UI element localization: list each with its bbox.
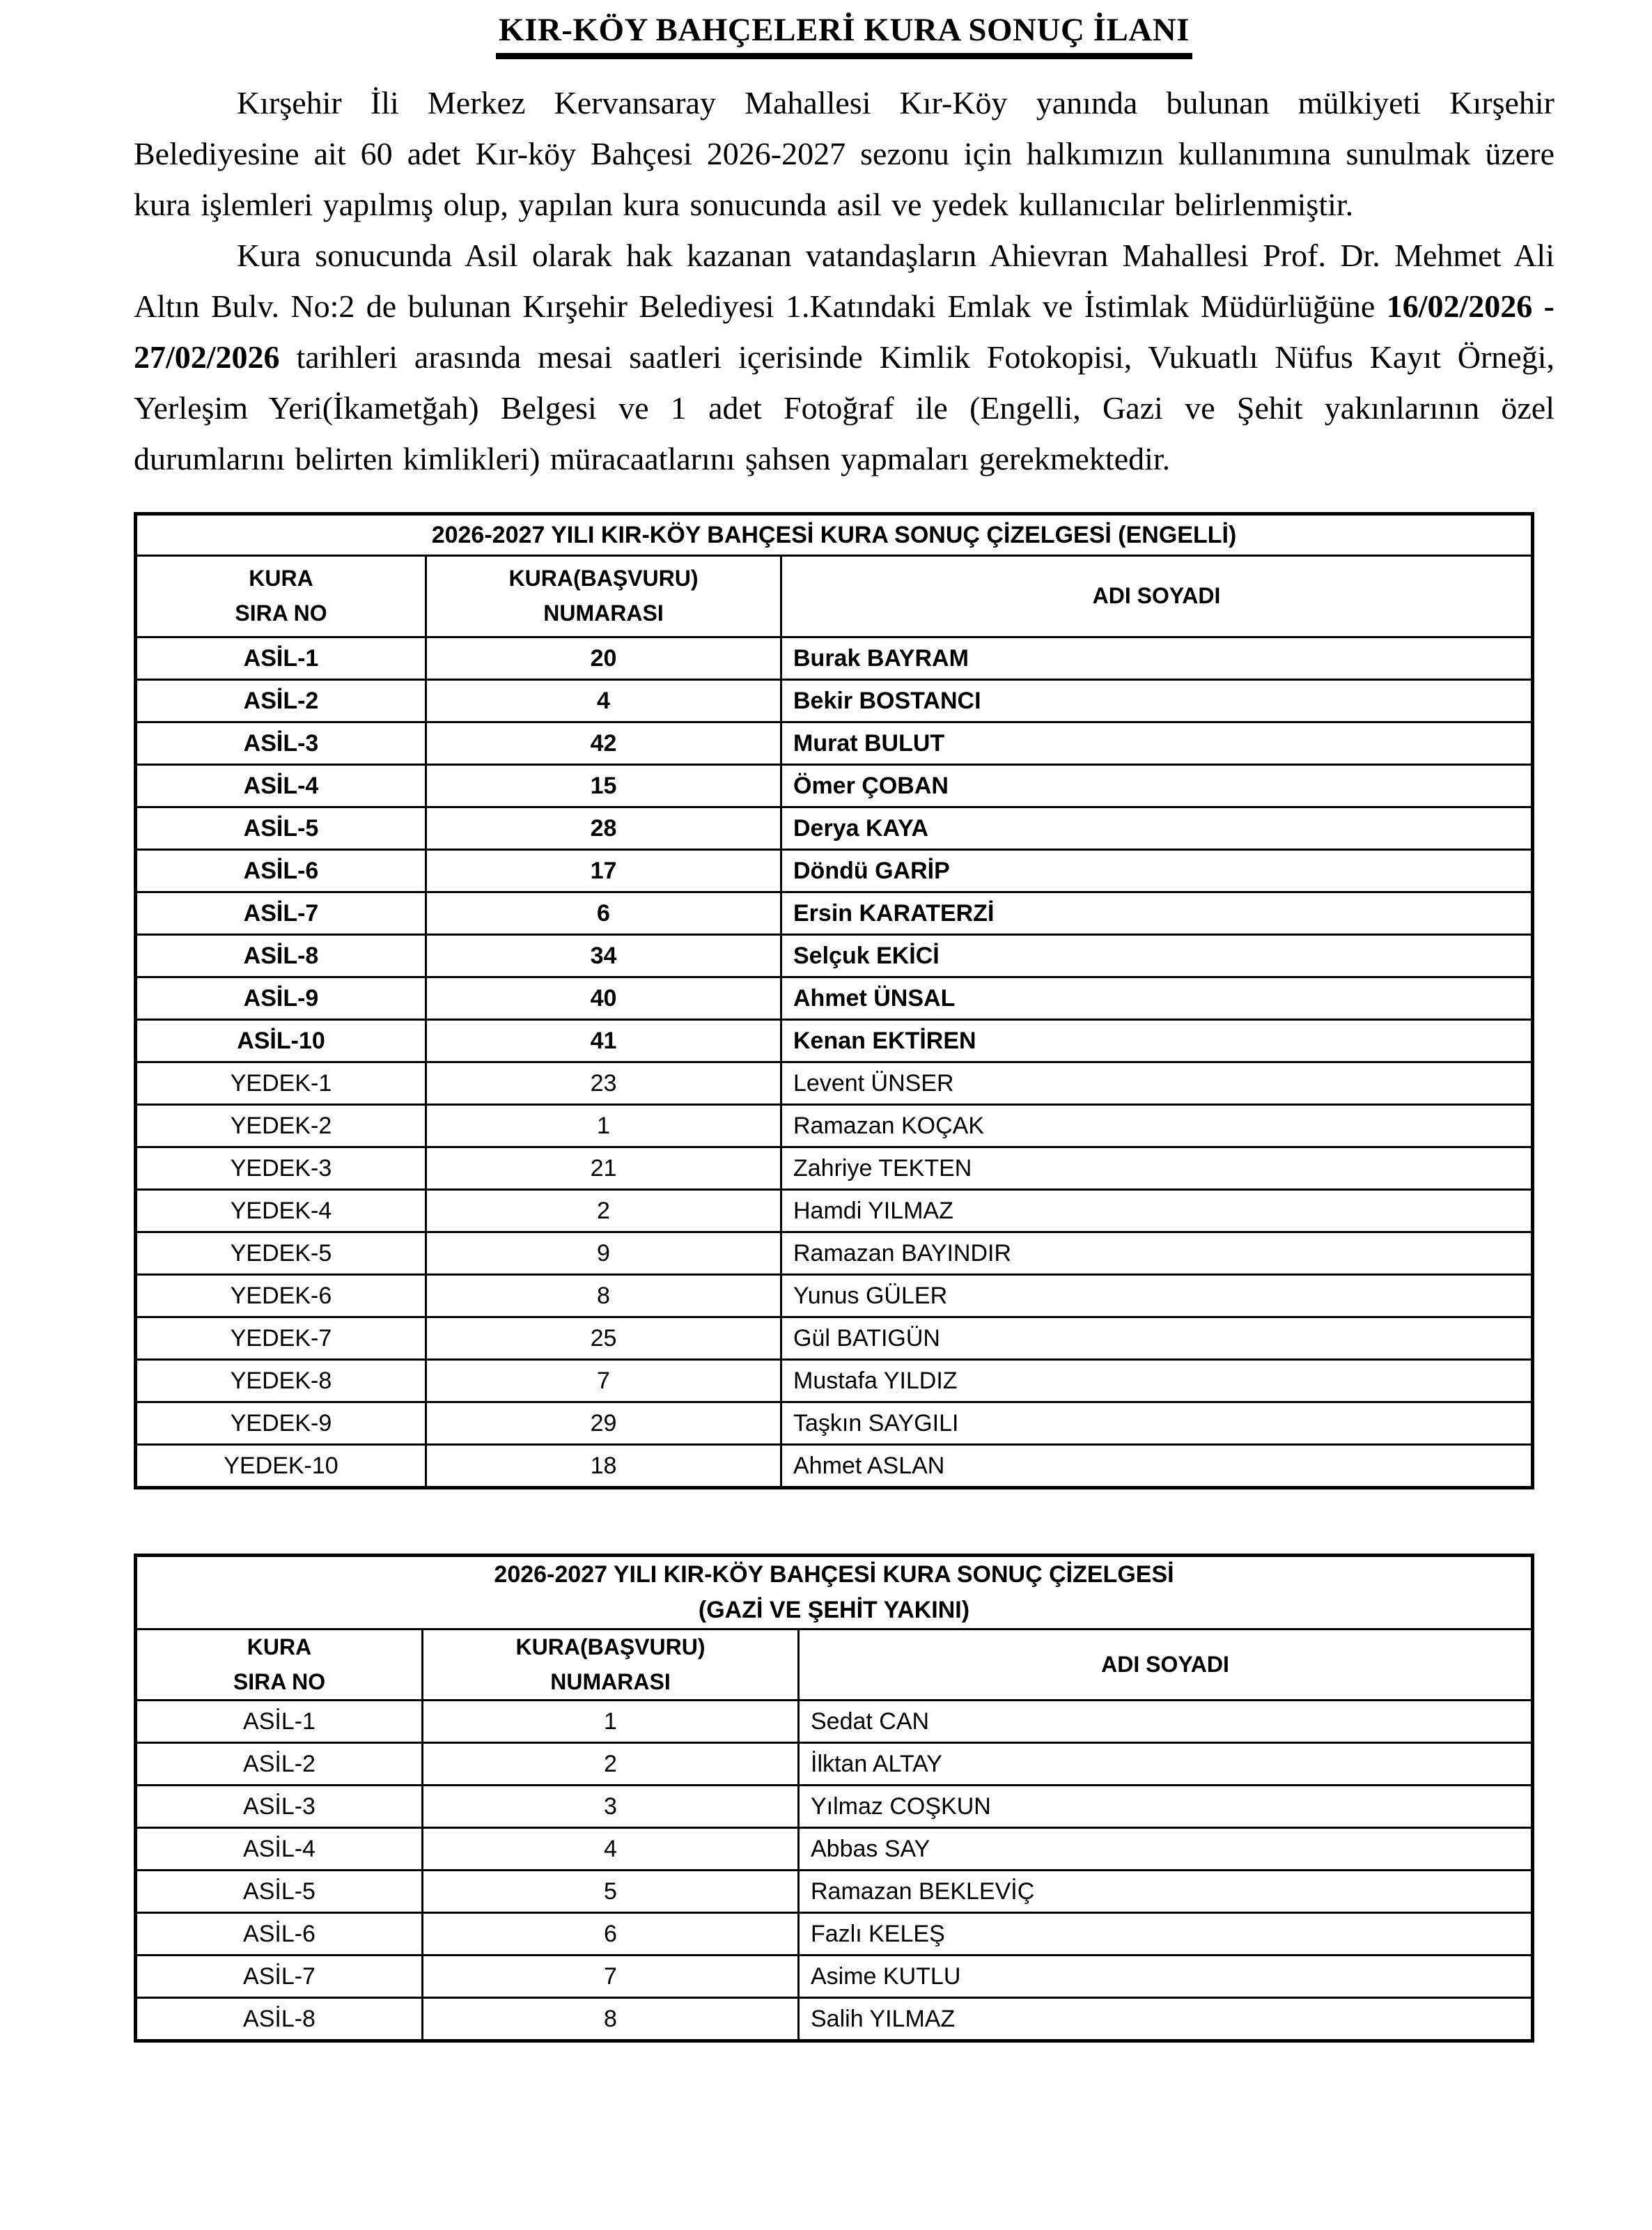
cell-kura-sira-no: ASİL-8 xyxy=(136,935,426,977)
table-row xyxy=(136,1402,1533,1445)
page-title-text: KIR-KÖY BAHÇELERİ KURA SONUÇ İLANI xyxy=(496,11,1192,59)
cell-adi-soyadi: İlktan ALTAY xyxy=(799,1743,1533,1786)
table-title-row xyxy=(136,514,1533,556)
table-row xyxy=(136,892,1533,935)
cell-kura-sira-no: ASİL-2 xyxy=(136,1743,423,1786)
cell-kura-sira-no: YEDEK-8 xyxy=(136,1360,426,1402)
application-paragraph-before: Kura sonucunda Asil olarak hak kazanan vatandaşların Ahievran Mahallesi Prof. Dr. Mehmet Ali Altın Bulv. No:2 de bulunan Kırşehir Belediyesi 1.Katındaki Emlak ve İstimlak Müdürlüğüne xyxy=(134,238,1554,324)
cell-adi-soyadi: Ramazan KOÇAK xyxy=(781,1105,1533,1147)
table-engelli xyxy=(134,512,1534,1489)
cell-kura-sira-no: ASİL-6 xyxy=(136,1913,423,1956)
cell-kura-numarasi: 28 xyxy=(426,807,781,850)
table-row xyxy=(136,1020,1533,1062)
cell-kura-sira-no: YEDEK-2 xyxy=(136,1105,426,1147)
table-title: 2026-2027 YILI KIR-KÖY BAHÇESİ KURA SONUÇ ÇİZELGESİ (ENGELLİ) xyxy=(136,514,1533,556)
table-gazi-sehit-body xyxy=(136,1701,1533,2041)
cell-kura-numarasi: 42 xyxy=(426,722,781,765)
cell-adi-soyadi: Taşkın SAYGILI xyxy=(781,1402,1533,1445)
table-row xyxy=(136,1317,1533,1360)
cell-adi-soyadi: Ömer ÇOBAN xyxy=(781,765,1533,807)
table-title: 2026-2027 YILI KIR-KÖY BAHÇESİ KURA SONUÇ ÇİZELGESİ (GAZİ VE ŞEHİT YAKINI) xyxy=(136,1556,1533,1629)
header-kura-basvuru-numarasi: KURA(BAŞVURU) NUMARASI xyxy=(426,556,781,637)
cell-kura-sira-no: YEDEK-3 xyxy=(136,1147,426,1190)
cell-kura-numarasi: 6 xyxy=(423,1913,799,1956)
cell-adi-soyadi: Asime KUTLU xyxy=(799,1956,1533,1998)
cell-adi-soyadi: Ramazan BEKLEVİÇ xyxy=(799,1871,1533,1913)
table-row xyxy=(136,722,1533,765)
cell-kura-numarasi: 40 xyxy=(426,977,781,1020)
table-gazi-sehit xyxy=(134,1554,1534,2043)
cell-kura-numarasi: 41 xyxy=(426,1020,781,1062)
cell-adi-soyadi: Hamdi YILMAZ xyxy=(781,1190,1533,1232)
cell-adi-soyadi: Bekir BOSTANCI xyxy=(781,680,1533,722)
cell-kura-numarasi: 7 xyxy=(423,1956,799,1998)
cell-kura-sira-no: YEDEK-4 xyxy=(136,1190,426,1232)
cell-adi-soyadi: Salih YILMAZ xyxy=(799,1998,1533,2041)
cell-kura-sira-no: YEDEK-5 xyxy=(136,1232,426,1275)
cell-kura-numarasi: 1 xyxy=(426,1105,781,1147)
application-date-range: 16/02/2026 - 27/02/2026 xyxy=(134,288,1554,375)
cell-kura-sira-no: ASİL-5 xyxy=(136,807,426,850)
table-engelli-head xyxy=(136,514,1533,637)
table-row xyxy=(136,680,1533,722)
table-row xyxy=(136,1232,1533,1275)
cell-kura-sira-no: ASİL-1 xyxy=(136,637,426,680)
cell-kura-numarasi: 5 xyxy=(423,1871,799,1913)
cell-adi-soyadi: Murat BULUT xyxy=(781,722,1533,765)
cell-kura-numarasi: 7 xyxy=(426,1360,781,1402)
cell-kura-numarasi: 6 xyxy=(426,892,781,935)
table-engelli-body xyxy=(136,637,1533,1488)
cell-adi-soyadi: Gül BATIGÜN xyxy=(781,1317,1533,1360)
cell-kura-numarasi: 29 xyxy=(426,1402,781,1445)
cell-kura-sira-no: ASİL-5 xyxy=(136,1871,423,1913)
cell-kura-numarasi: 15 xyxy=(426,765,781,807)
cell-kura-sira-no: ASİL-7 xyxy=(136,1956,423,1998)
cell-kura-sira-no: YEDEK-10 xyxy=(136,1445,426,1488)
header-adi-soyadi: ADI SOYADI xyxy=(799,1629,1533,1701)
header-kura-sira-no: KURA SIRA NO xyxy=(136,556,426,637)
cell-adi-soyadi: Yunus GÜLER xyxy=(781,1275,1533,1317)
cell-adi-soyadi: Sedat CAN xyxy=(799,1701,1533,1743)
header-adi-soyadi: ADI SOYADI xyxy=(781,556,1533,637)
cell-adi-soyadi: Burak BAYRAM xyxy=(781,637,1533,680)
cell-kura-numarasi: 17 xyxy=(426,850,781,892)
cell-adi-soyadi: Zahriye TEKTEN xyxy=(781,1147,1533,1190)
cell-kura-sira-no: ASİL-3 xyxy=(136,1786,423,1828)
table-row xyxy=(136,935,1533,977)
table-row xyxy=(136,1147,1533,1190)
cell-adi-soyadi: Derya KAYA xyxy=(781,807,1533,850)
cell-kura-sira-no: ASİL-4 xyxy=(136,765,426,807)
table-title-row xyxy=(136,1556,1533,1629)
table-row xyxy=(136,1828,1533,1871)
table-row xyxy=(136,1701,1533,1743)
cell-kura-numarasi: 8 xyxy=(426,1275,781,1317)
table-row xyxy=(136,1360,1533,1402)
cell-kura-sira-no: YEDEK-1 xyxy=(136,1062,426,1105)
cell-kura-sira-no: YEDEK-7 xyxy=(136,1317,426,1360)
cell-adi-soyadi: Selçuk EKİCİ xyxy=(781,935,1533,977)
cell-kura-numarasi: 1 xyxy=(423,1701,799,1743)
cell-kura-sira-no: ASİL-9 xyxy=(136,977,426,1020)
cell-kura-sira-no: YEDEK-6 xyxy=(136,1275,426,1317)
cell-adi-soyadi: Kenan EKTİREN xyxy=(781,1020,1533,1062)
table-row xyxy=(136,807,1533,850)
cell-adi-soyadi: Ahmet ÜNSAL xyxy=(781,977,1533,1020)
cell-adi-soyadi: Fazlı KELEŞ xyxy=(799,1913,1533,1956)
cell-adi-soyadi: Mustafa YILDIZ xyxy=(781,1360,1533,1402)
cell-kura-numarasi: 20 xyxy=(426,637,781,680)
table-header-row xyxy=(136,1629,1533,1701)
cell-kura-numarasi: 2 xyxy=(426,1190,781,1232)
table-row xyxy=(136,1913,1533,1956)
application-paragraph xyxy=(134,230,1554,484)
cell-kura-numarasi: 34 xyxy=(426,935,781,977)
page-title xyxy=(134,11,1554,59)
cell-kura-numarasi: 2 xyxy=(423,1743,799,1786)
cell-adi-soyadi: Levent ÜNSER xyxy=(781,1062,1533,1105)
cell-kura-numarasi: 4 xyxy=(426,680,781,722)
cell-kura-sira-no: ASİL-3 xyxy=(136,722,426,765)
header-kura-sira-no: KURA SIRA NO xyxy=(136,1629,423,1701)
table-row xyxy=(136,1275,1533,1317)
table-row xyxy=(136,765,1533,807)
cell-adi-soyadi: Yılmaz COŞKUN xyxy=(799,1786,1533,1828)
cell-kura-sira-no: ASİL-4 xyxy=(136,1828,423,1871)
table-row xyxy=(136,1786,1533,1828)
cell-kura-numarasi: 23 xyxy=(426,1062,781,1105)
table-row xyxy=(136,637,1533,680)
cell-kura-numarasi: 21 xyxy=(426,1147,781,1190)
intro-paragraph: Kırşehir İli Merkez Kervansaray Mahallesi Kır-Köy yanında bulunan mülkiyeti Kırşehir Belediyesine ait 60 adet Kır-köy Bahçesi 2026-2027 sezonu için halkımızın kullanımına sunulmak üzere kura işlemleri yapılmış olup, yapılan kura sonucunda asil ve yedek kullanıcılar belirlenmiştir. xyxy=(134,85,1554,222)
cell-kura-numarasi: 18 xyxy=(426,1445,781,1488)
cell-adi-soyadi: Ersin KARATERZİ xyxy=(781,892,1533,935)
cell-kura-numarasi: 3 xyxy=(423,1786,799,1828)
table-row xyxy=(136,1743,1533,1786)
cell-kura-sira-no: YEDEK-9 xyxy=(136,1402,426,1445)
table-row xyxy=(136,1871,1533,1913)
header-kura-basvuru-numarasi: KURA(BAŞVURU) NUMARASI xyxy=(423,1629,799,1701)
table-row xyxy=(136,1062,1533,1105)
table-row xyxy=(136,977,1533,1020)
table-gazi-sehit-head xyxy=(136,1556,1533,1701)
table-row xyxy=(136,1105,1533,1147)
cell-adi-soyadi: Abbas SAY xyxy=(799,1828,1533,1871)
cell-adi-soyadi: Ahmet ASLAN xyxy=(781,1445,1533,1488)
cell-kura-sira-no: ASİL-6 xyxy=(136,850,426,892)
table-header-row xyxy=(136,556,1533,637)
table-row xyxy=(136,850,1533,892)
application-paragraph-after: tarihleri arasında mesai saatleri içerisinde Kimlik Fotokopisi, Vukuatlı Nüfus Kayıt Örneği, Yerleşim Yeri(İkametğah) Belgesi ve 1 adet Fotoğraf ile (Engelli, Gazi ve Şehit yakınlarının özel durumlarını belirten kimlikleri) müracaatlarını şahsen yapmaları gerekmektedir. xyxy=(134,339,1554,477)
table-row xyxy=(136,1445,1533,1488)
cell-kura-sira-no: ASİL-2 xyxy=(136,680,426,722)
cell-kura-sira-no: ASİL-8 xyxy=(136,1998,423,2041)
table-row xyxy=(136,1956,1533,1998)
cell-kura-numarasi: 8 xyxy=(423,1998,799,2041)
cell-kura-sira-no: ASİL-10 xyxy=(136,1020,426,1062)
cell-kura-numarasi: 9 xyxy=(426,1232,781,1275)
cell-kura-sira-no: ASİL-7 xyxy=(136,892,426,935)
cell-adi-soyadi: Ramazan BAYINDIR xyxy=(781,1232,1533,1275)
cell-kura-sira-no: ASİL-1 xyxy=(136,1701,423,1743)
table-row xyxy=(136,1998,1533,2041)
table-row xyxy=(136,1190,1533,1232)
cell-kura-numarasi: 4 xyxy=(423,1828,799,1871)
cell-kura-numarasi: 25 xyxy=(426,1317,781,1360)
cell-adi-soyadi: Döndü GARİP xyxy=(781,850,1533,892)
